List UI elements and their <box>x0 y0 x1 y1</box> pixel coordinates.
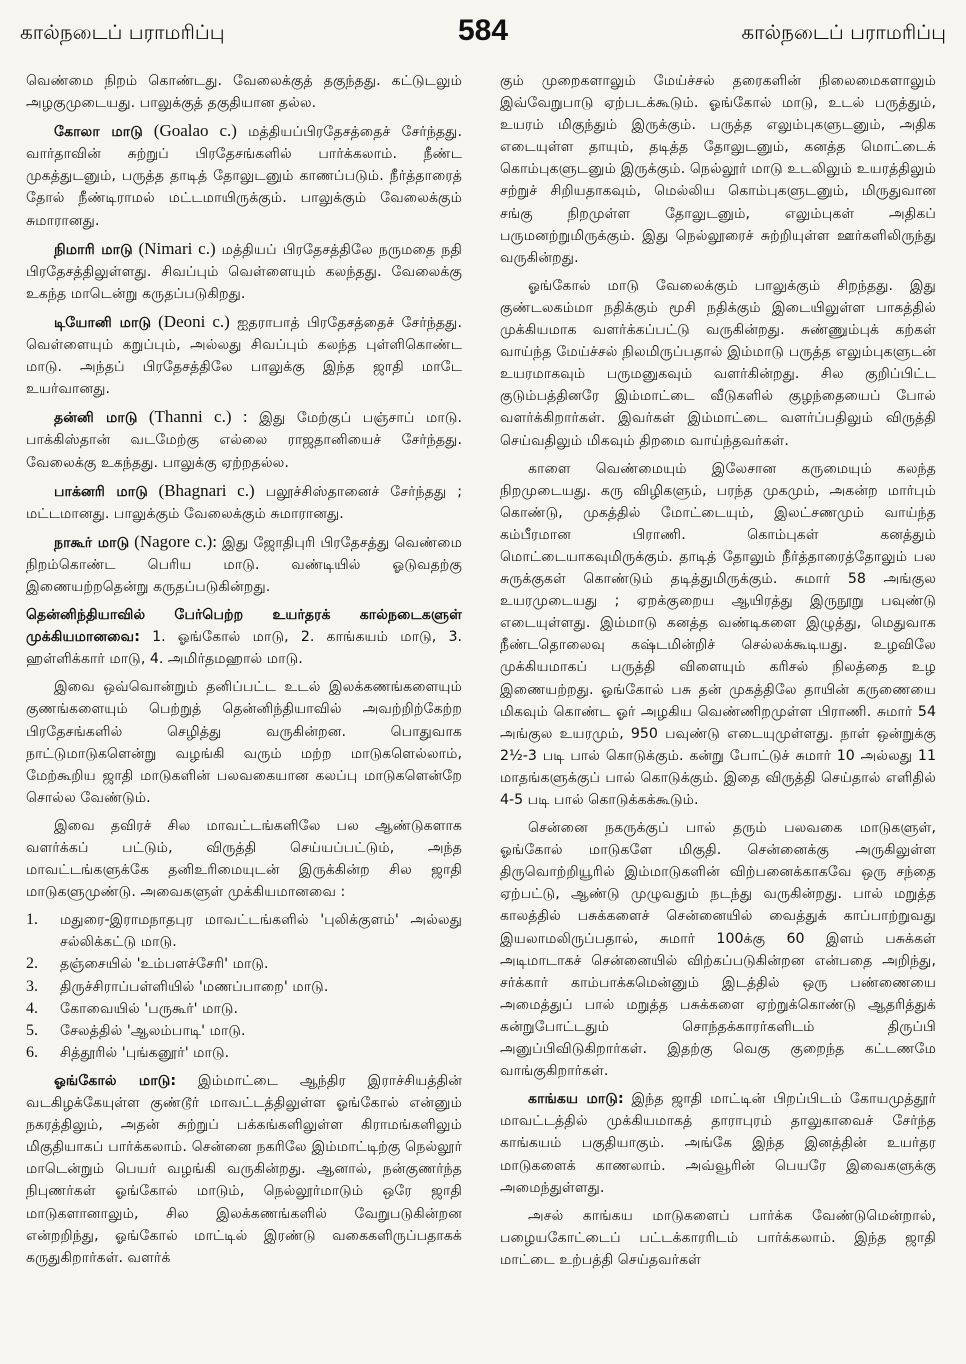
entry-heading: தன்னி மாடு <box>54 410 138 427</box>
running-head-right: கால்நடைப் பராமரிப்பு <box>741 20 946 44</box>
entry-english: (Goalao c.) <box>142 121 237 141</box>
list-item <box>26 976 462 998</box>
entry-body: இம்மாட்டை ஆந்திர இராச்சியத்தின் வடகிழக்கேயுள்ள குண்டூர் மாவட்டத்திலுள்ள ஓங்கோல் என்னும் நகரத்திலும், அதன் சுற்றுப் பக்கங்களிலுள்ள கிராமங்களிலும் மிகுதியாகப் பார்க்கலாம். சென்னை நகரிலே இம்மாட்டிற்கு நெல்லூர் மாடென்றும் பெயர் வழங்கி வருகின்றது. ஆனால், நன்குணர்ந்த நிபுணர்கள் ஓங்கோல் மாடும், நெல்லூர்மாடும் ஒரே ஜாதி மாடுகளானாலும், சில இலக்கணங்களில் வேறுபடுகின்றன என்றறிந்து, ஓங்கோல் மாட்டில் இரண்டு வகைகளிருப்பதாகக் கருதுகிறார்கள். வளர்க் <box>26 1072 462 1266</box>
right-column <box>500 70 936 1277</box>
entry-heading: காங்கய மாடு: <box>528 1091 624 1108</box>
list-text: திருச்சிராப்பள்ளியில் 'மணப்பாறை' மாடு. <box>60 978 329 995</box>
paragraph-goalao <box>26 120 462 231</box>
paragraph: வெண்மை நிறம் கொண்டது. வேலைக்குத் தகுந்தது. கட்டுடலும் அழகுமுடையது. பாலுக்குத் தகுதியான தல்ல. <box>26 73 462 112</box>
paragraph: அசல் காங்கய மாடுகளைப் பார்க்க வேண்டுமென்றால், பழையகோட்டைப் பட்டக்காரரிடம் பார்க்கலாம். இந்த ஜாதி மாட்டை உற்பத்தி செய்தவர்கள் <box>500 1207 936 1268</box>
entry-body: இது ஜோதிபுரி பிரதேசத்து வெண்மை நிறம்கொண்ட பெரிய மாடு. வண்டியில் ஓடுவதற்கு இணையற்றதென்று கருதப்படுகின்றது. <box>26 534 463 595</box>
paragraph-ongole <box>26 1070 462 1269</box>
paragraph: கும் முறைகளாலும் மேய்ச்சல் தரைகளின் நிலைமைகளாலும் இவ்வேறுபாடு ஏற்படக்கூடும். ஓங்கோல் மாடு, உடல் பருத்தும், உயரம் மிகுந்தும் இருக்கும். பருத்த எலும்புகளுடனும், அதிக எடையுள்ள தாயும், தடித்த தோலுடனும், கனத்த மொட்டைக் கொம்புகளுடனும் இருக்கும். நெல்லூர் மாடு உடலிலும் உயரத்திலும் சற்றுச் சிறியதாகவும், மெல்லிய கொம்புகளுடனும், மிருதுவான சங்கு நிறமுள்ள தோலுடனும், எலும்புகள் அதிகப் பருமனற்றுமிருக்கும். இது நெல்லூரைச் சுற்றியுள்ள ஊர்களிலிருந்து வருகின்றது. <box>500 73 936 266</box>
entry-body: ஐதராபாத் பிரதேசத்தைச் சேர்ந்தது. வெள்ளையும் கறுப்பும், அல்லது சிவப்பும் கலந்த புள்ளிகொண்ட மாடு. அந்தப் பிரதேசத்திலே பாலுக்கு இந்த ஜாதி மாடே உயர்வானது. <box>26 314 462 398</box>
list-number: 1. <box>26 911 38 929</box>
paragraph-south-india <box>26 604 462 670</box>
entry-body: மத்தியப் பிரதேசத்திலே நருமதை நதி பிரதேசத்திலுள்ளது. சிவப்பும் வெள்ளையும் கலந்தது. வேலைக்கு உகந்த மாடென்று கருதப்படுகிறது. <box>26 241 462 302</box>
paragraph-kangayam <box>500 1088 936 1198</box>
section-body: 1. ஓங்கோல் மாடு, 2. காங்கயம் மாடு, 3. ஹள்ளிக்கார் மாடு, 4. அமிர்தமஹால் மாடு. <box>26 629 462 668</box>
entry-heading: நிமாரி மாடு <box>54 241 133 258</box>
entry-heading: டியோனி மாடு <box>54 314 152 331</box>
entry-heading: ஓங்கோல் மாடு: <box>54 1072 177 1089</box>
list-item <box>26 909 462 953</box>
paragraph-nagore <box>26 531 462 598</box>
left-column <box>26 70 462 1275</box>
entry-heading: நாகூர் மாடு <box>54 534 130 551</box>
list-item <box>26 953 462 975</box>
entry-english: (Deoni c.) <box>151 311 230 331</box>
paragraph-bhagnari <box>26 480 462 525</box>
entry-english: (Thanni c.) : <box>137 407 248 427</box>
paragraph: ஓங்கோல் மாடு வேலைக்கும் பாலுக்கும் சிறந்தது. இது குண்டலகம்மா நதிக்கும் மூசி நதிக்கும் இடையிலுள்ள பாகத்தில் முக்கியமாக வளர்க்கப்பட்டு வருகின்றது. சுண்ணும்புக் கற்கள் வாய்ந்த மேய்ச்சல் நிலமிருப்பதால் இம்மாடு பருத்த எலும்புகளுடன் உயரமாகவும் பருமனுகவும் வளர்கின்றது. சில குறிப்பிட்ட குடும்பத்தினரே இம்மாட்டை வீடுகளில் குழந்தையைப் போல் வளர்க்கிறார்கள். இவர்கள் இம்மாட்டை வளர்ப்பதிலும் விருத்தி செய்வதிலும் மிகவும் திறமை வாய்ந்தவர்கள். <box>500 277 936 449</box>
entry-english: (Nimari c.) <box>132 238 216 258</box>
paragraph-deoni <box>26 311 462 400</box>
entry-english: (Bhagnari c.) <box>147 480 255 500</box>
list-item <box>26 1020 462 1042</box>
paragraph: இவை ஒவ்வொன்றும் தனிப்பட்ட உடல் இலக்கணங்களையும் குணங்களையும் பெற்றுத் தென்னிந்தியாவில் அவற்றிற்கேற்ற பிரதேசங்களில் செழித்து வருகின்றன. பொதுவாக நாட்டுமாடுகளென்று வழங்கி வரும் மற்ற மாடுகளெல்லாம், மேற்கூறிய ஜாதி மாடுகளின் பலவகையான கலப்பு மாடுகளென்றே சொல்ல வேண்டும். <box>26 679 462 806</box>
list-text: மதுரை-இராமநாதபுர மாவட்டங்களில் 'புலிக்குளம்' அல்லது சல்லிக்கட்டு மாடு. <box>60 912 462 951</box>
entry-english: (Nagore c.): <box>129 531 217 551</box>
running-head-left: கால்நடைப் பராமரிப்பு <box>20 20 225 44</box>
list-text: தஞ்சையில் 'உம்பளச்சேரி' மாடு. <box>60 956 269 973</box>
entry-body: இது மேற்குப் பஞ்சாப் மாடு. பாக்கிஸ்தான் வடமேற்கு எல்லை ராஜதானியைச் சேர்ந்தது. வேலைக்கு உகந்தது. பாலுக்கு ஏற்றதல்ல. <box>26 410 462 471</box>
list-text: சேலத்தில் 'ஆலம்பாடி' மாடு. <box>60 1022 246 1039</box>
list-number: 5. <box>26 1021 38 1039</box>
list-number: 2. <box>26 955 38 973</box>
list-number: 3. <box>26 977 38 995</box>
page-number: 584 <box>457 14 509 47</box>
paragraph: சென்னை நகருக்குப் பால் தரும் பலவகை மாடுகளுள், ஓங்கோல் மாடுகளே மிகுதி. சென்னைக்கு அருகிலுள்ள திருவொற்றியூரில் இம்மாடுகளின் விற்பனைக்காகவே ஒரு சந்தை ஏற்பட்டு, ஆண்டு முழுவதும் நடந்து வருகின்றது. பால் மறுத்த காலத்தில் பசுக்களைச் சென்னையில் வைத்துக் காப்பாற்றுவது இயலாமலிருப்பதால், சுமார் 100க்கு 60 இளம் பசுக்கள் அடிமாடாகச் சென்னையில் விற்கப்படுகின்றன என்பதை அறிந்து, சர்க்கார் காம்பாக்கமென்னும் இடத்தில் ஒரு பண்ணையை அமைத்துப் பால் மறுத்த பசுக்களை ஏற்றுக்கொண்டு ஆதரித்துக் கன்றுபோட்டதும் சொந்தக்காரர்களிடம் திருப்பி அனுப்பிவிடுகிறார்கள். இதற்கு வெகு குறைந்த கட்டணமே வாங்குகிறார்கள். <box>500 820 936 1080</box>
paragraph-thanni <box>26 406 462 473</box>
section-heading: தென்னிந்தியாவில் பேர்பெற்ற உயர்தரக் கால்நடைகளுள் முக்கியமானவை: <box>26 607 462 646</box>
list-item <box>26 1042 462 1064</box>
entry-body: மத்தியப்பிரதேசத்தைச் சேர்ந்தது. வார்தாவின் சுற்றுப் பிரதேசங்களில் பார்க்கலாம். நீண்ட முகத்துடனும், பருத்த தாடித் தோலுடனும் காணப்படும். நீர்த்தாரைத் தோல் நீண்டிராமல் மட்டமாயிருக்கும். பாலுக்கும் வேலைக்கும் சுமாரானது. <box>26 124 462 229</box>
list-text: சித்தூரில் 'புங்கனூர்' மாடு. <box>60 1044 230 1061</box>
paragraph-nimari <box>26 238 462 305</box>
list-number: 4. <box>26 999 38 1017</box>
paragraph: இவை தவிரச் சில மாவட்டங்களிலே பல ஆண்டுகளாக வளர்க்கப் பட்டும், விருத்தி செய்யப்பட்டும், அந்த மாவட்டங்களுக்கே தனிஉரிமையுடன் இருக்கின்ற சில ஜாதி மாடுகளுமுண்டு. அவைகளுள் முக்கியமானவை : <box>26 817 462 901</box>
entry-heading: கோலா மாடு <box>54 124 143 141</box>
list-item <box>26 998 462 1020</box>
entry-heading: பாக்னரி மாடு <box>54 483 148 500</box>
list-number: 6. <box>26 1043 38 1061</box>
entry-body: பலூச்சிஸ்தானைச் சேர்ந்தது ; மட்டமானது. பாலுக்கும் வேலைக்கும் சுமாரானது. <box>26 483 462 522</box>
page-header <box>20 14 946 58</box>
paragraph: காளை வெண்மையும் இலேசான கருமையும் கலந்த நிறமுடையது. கரு விழிகளும், பரந்த முகமும், அகன்ற மார்பும் கொண்டு, முகத்தில் மோட்டையும், இலட்சணமும் வாய்ந்த கம்பீரமான பிராணி. கொம்புகள் கனத்தும் மொட்டையாகவுமிருக்கும். தாடித் தோலும் நீர்த்தாரைத்தோலும் பல சுருக்குகள் கொண்டும் தடித்துமிருக்கும். சுமார் 58 அங்குல உயரமுடையது ; ஏறக்குறைய ஆயிரத்து இருநூறு பவுண்டு எடையுள்ளது. இம்மாடு கனத்த வண்டிகளை இழுத்து, மெதுவாக நீண்டதொலைவு கஷ்டமின்றிச் செல்லக்கூடியது. உழவிலே முக்கியமாகப் பருத்தி விளையும் கரிசல் நிலத்தை உழ இணையற்றது. ஓங்கோல் பசு தன் முகத்திலே தாயின் கருணையை மிகவும் கொண்ட ஓர் அழகிய வெண்ணிறமுள்ள பிராணி. சுமார் 54 அங்குல உயரமும், 950 பவுண்டு எடையுமுள்ளது. நாள் ஒன்றுக்கு 2½-3 படி பால் கொடுக்கும். கன்று போட்டுச் சுமார் 10 அல்லது 11 மாதங்களுக்குப் பால் கொடுக்கும். இதை விருத்தி செய்தால் எளிதில் 4-5 படி பால் கொடுக்கக்கூடும். <box>500 460 936 808</box>
breed-list <box>26 909 462 1064</box>
entry-body: இந்த ஜாதி மாட்டின் பிறப்பிடம் கோயமுத்தூர் மாவட்டத்தில் முக்கியமாகத் தாராபுரம் தாலுகாவைச் சேர்ந்த காங்கயம் பகுதியாகும். அங்கே இந்த இனத்தின் உயர்தர மாடுகளைக் காணலாம். அவ்வூரின் பெயரே இவைகளுக்கு அமைந்துள்ளது. <box>500 1091 936 1196</box>
list-text: கோவையில் 'பருகூர்' மாடு. <box>60 1000 239 1017</box>
